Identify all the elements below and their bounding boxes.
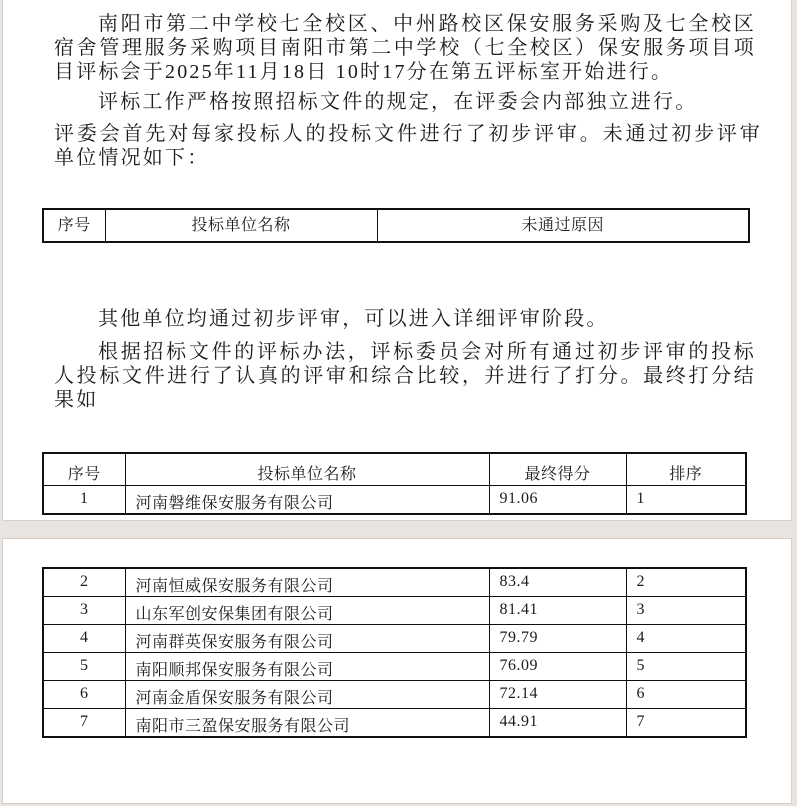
document-page-2[interactable] <box>2 538 792 804</box>
score-cell: 76.09 <box>489 653 626 681</box>
table-header-row <box>43 209 749 242</box>
serial-cell: 5 <box>43 653 125 681</box>
header-company: 投标单位名称 <box>105 209 377 242</box>
score-table-part-1 <box>42 452 747 515</box>
rank-cell: 5 <box>626 653 746 681</box>
company-cell: 山东军创安保集团有限公司 <box>125 597 489 625</box>
score-cell: 44.91 <box>489 709 626 738</box>
paragraph-evaluation-rules: 评标工作严格按照招标文件的规定，在评委会内部独立进行。 <box>98 91 698 113</box>
paragraph-preliminary-review: 评委会首先对每家投标人的投标文件进行了初步评审。未通过初步评审单位情况如下： <box>54 123 762 169</box>
table-row <box>43 568 746 597</box>
score-cell: 72.14 <box>489 681 626 709</box>
score-cell: 91.06 <box>489 485 626 514</box>
company-cell: 南阳市三盈保安服务有限公司 <box>125 709 489 738</box>
serial-cell: 2 <box>43 568 125 597</box>
table-row <box>43 709 746 738</box>
table-row <box>43 681 746 709</box>
rank-cell: 4 <box>626 625 746 653</box>
header-serial: 序号 <box>43 209 105 242</box>
table-row <box>43 625 746 653</box>
header-rank: 排序 <box>626 453 746 485</box>
score-cell: 79.79 <box>489 625 626 653</box>
company-cell: 河南磐维保安服务有限公司 <box>125 485 489 514</box>
document-page-1[interactable] <box>2 0 792 521</box>
rank-cell: 2 <box>626 568 746 597</box>
table-row <box>43 653 746 681</box>
rank-cell: 1 <box>626 485 746 514</box>
rank-cell: 3 <box>626 597 746 625</box>
header-score: 最终得分 <box>489 453 626 485</box>
header-serial: 序号 <box>43 453 125 485</box>
score-cell: 83.4 <box>489 568 626 597</box>
company-cell: 南阳顺邦保安服务有限公司 <box>125 653 489 681</box>
table-row <box>43 485 746 514</box>
serial-cell: 4 <box>43 625 125 653</box>
serial-cell: 1 <box>43 485 125 514</box>
header-fail-reason: 未通过原因 <box>377 209 749 242</box>
rank-cell: 6 <box>626 681 746 709</box>
score-cell: 81.41 <box>489 597 626 625</box>
serial-cell: 6 <box>43 681 125 709</box>
company-cell: 河南群英保安服务有限公司 <box>125 625 489 653</box>
company-cell: 河南金盾保安服务有限公司 <box>125 681 489 709</box>
header-company: 投标单位名称 <box>125 453 489 485</box>
table-row <box>43 597 746 625</box>
paragraph-scoring-method: 根据招标文件的评标办法，评标委员会对所有通过初步评审的投标人投标文件进行了认真的评审和综合比较，并进行了打分。最终打分结果如 <box>54 341 756 411</box>
serial-cell: 3 <box>43 597 125 625</box>
score-table-part-2 <box>42 567 747 738</box>
paragraph-passed-review: 其他单位均通过初步评审，可以进入详细评审阶段。 <box>98 308 609 330</box>
rank-cell: 7 <box>626 709 746 738</box>
table-header-row <box>43 453 746 485</box>
paragraph-meeting-intro: 南阳市第二中学校七全校区、中州路校区保安服务采购及七全校区宿舍管理服务采购项目南阳市第二中学校（七全校区）保安服务项目项目评标会于2025年11月18日 10时17分在第五评标室开始进行。 <box>54 13 756 83</box>
failed-bidders-table <box>42 208 750 243</box>
company-cell: 河南恒威保安服务有限公司 <box>125 568 489 597</box>
serial-cell: 7 <box>43 709 125 738</box>
